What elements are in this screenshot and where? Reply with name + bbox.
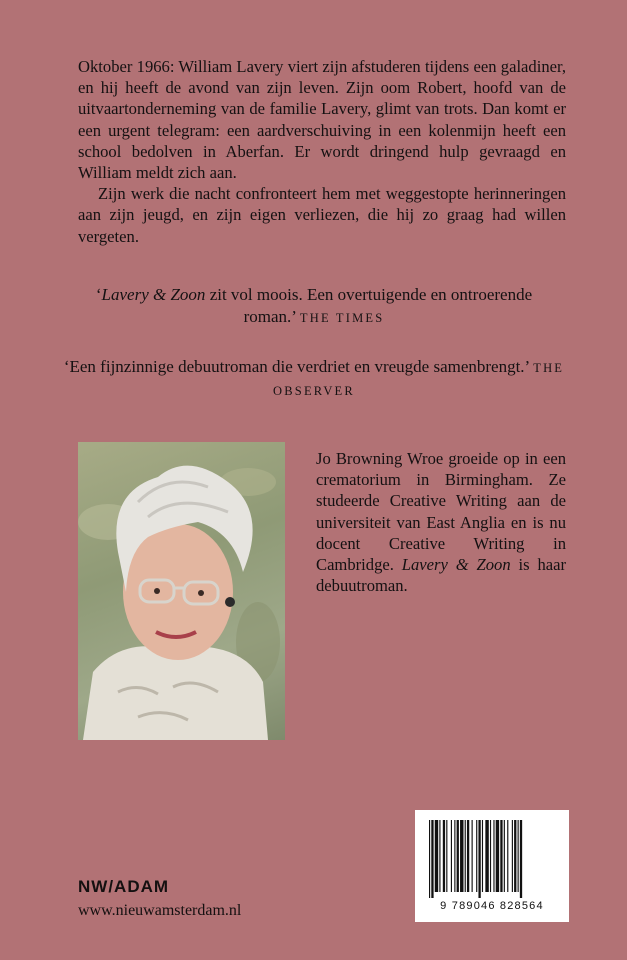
barcode-bar [482, 820, 483, 892]
barcode-bar [467, 820, 469, 892]
back-cover-blurb [78, 56, 566, 247]
book-title: Lavery & Zoon [401, 555, 511, 575]
barcode-bar [500, 820, 502, 892]
review-quote-observer [60, 356, 568, 402]
barcode-bar [476, 820, 477, 892]
review-quote-times: ‘Lavery & Zoon zit vol moois. Een overtuigende en ontroerende roman.’ THE TIMES [95, 285, 533, 326]
publisher-logo: NW/ADAM [78, 877, 170, 896]
quote-source: THE OBSERVER [273, 361, 565, 398]
barcode-bar [435, 820, 438, 892]
barcode-bar [512, 820, 513, 892]
barcode-bar [507, 820, 508, 892]
barcode [415, 810, 569, 922]
barcode-bar [485, 820, 488, 892]
quote-text: zit vol moois. Een overtuigende en ontroerende roman.’ [205, 285, 533, 326]
author-bio: Jo Browning Wroe groeide op in een crematorium in Birmingham. Ze studeerde Creative Writing aan de universiteit van East Anglia en is nu docent Creative Writing in Cambridge. Lavery & Zoon is haar debuutroman. [316, 449, 566, 596]
barcode-bar [490, 820, 491, 892]
barcode-bar [451, 820, 452, 892]
book-title: Lavery & Zoon [101, 285, 206, 304]
barcode-bar [493, 820, 494, 892]
author-portrait-illustration [78, 442, 285, 740]
barcode-bar [518, 820, 519, 892]
barcode-bar [429, 820, 430, 898]
barcode-bar [465, 820, 466, 892]
barcode-bar [439, 820, 440, 892]
barcode-bar [478, 820, 480, 898]
quote-text: ‘Een fijnzinnige debuutroman die verdriet en vreugde samenbrengt.’ [63, 357, 531, 376]
barcode-bar [520, 820, 522, 898]
barcode-bar [431, 820, 433, 898]
blurb-paragraph-1: Oktober 1966: William Lavery viert zijn afstuderen tijdens een galadiner, en hij heeft de avond van zijn leven. Zijn oom Robert, hoofd van de uitvaartonderneming van de familie Lavery, glimt van trots. Dan komt er een urgent telegram: een aardverschuiving in een kolenmijn heeft een school bedolven in Aberfan. Er wordt dringend hulp gevraagd en William meldt zich aan. [78, 57, 566, 183]
isbn-number: 9 789046 828564 [440, 900, 544, 912]
blurb-paragraph-2: Zijn werk die nacht confronteert hem met weggestopte herinneringen aan zijn jeugd, en zijn eigen verliezen, die hij zo graag had willen vergeten. [78, 184, 566, 246]
barcode-bar [460, 820, 463, 892]
barcode-bar [504, 820, 505, 892]
barcode-bar [443, 820, 445, 892]
quote-source: THE TIMES [299, 311, 385, 325]
barcode-bar [472, 820, 473, 892]
barcode-bar [457, 820, 459, 892]
barcode-bar [446, 820, 447, 892]
author-photo [78, 442, 285, 740]
publisher-url[interactable]: www.nieuwamsterdam.nl [78, 902, 242, 919]
barcode-bar [454, 820, 455, 892]
barcode-bars [429, 820, 555, 898]
barcode-bar [496, 820, 499, 892]
barcode-bar [514, 820, 516, 892]
